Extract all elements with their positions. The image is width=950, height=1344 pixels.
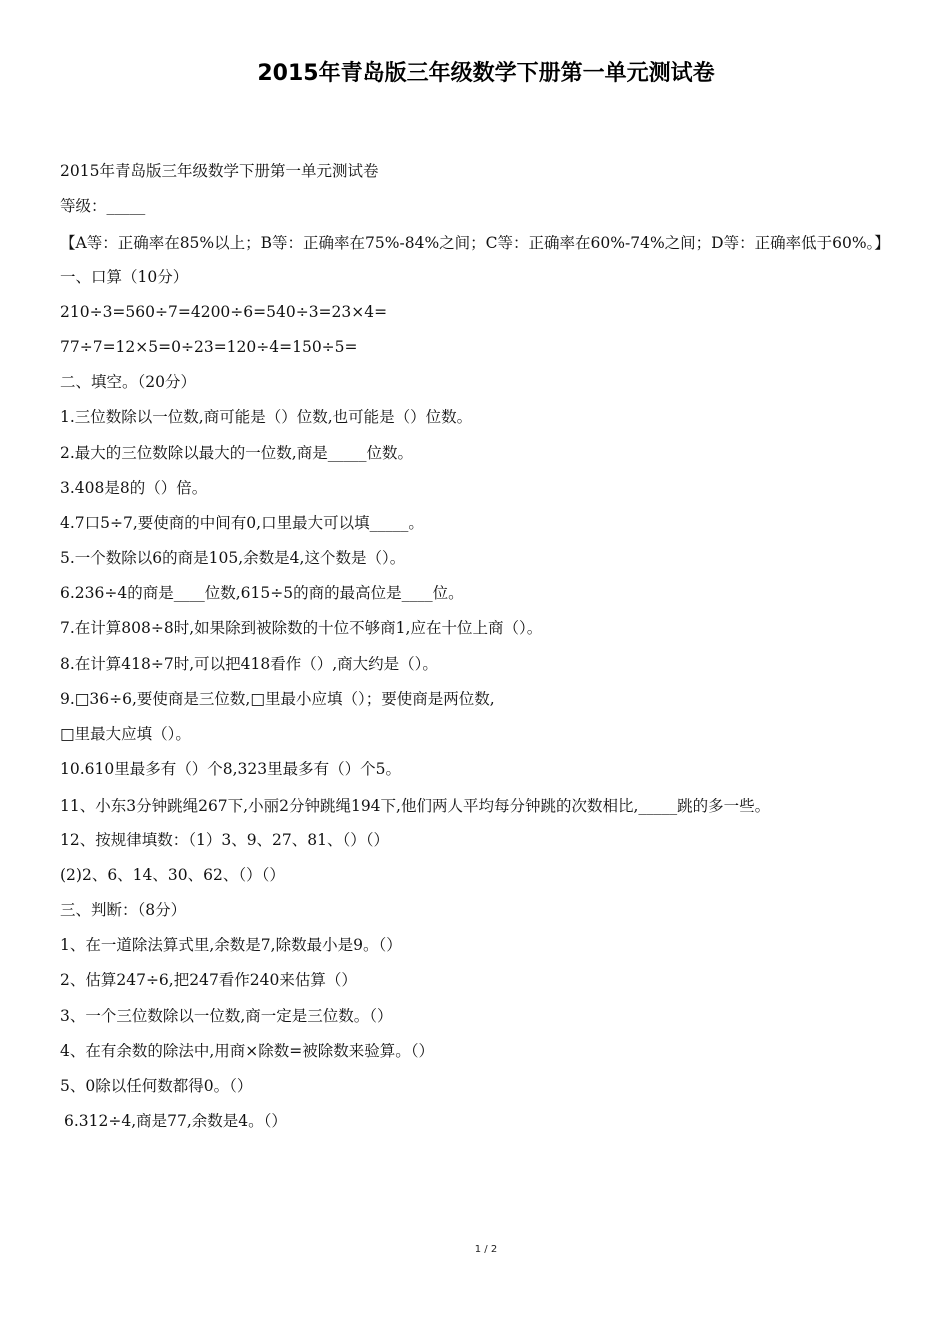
fill-question-6: 6.236÷4的商是____位数,615÷5的商的最高位是____位。 — [60, 584, 464, 603]
document-body — [60, 156, 890, 1141]
fill-question-7: 7.在计算808÷8时,如果除到被除数的十位不够商1,应在十位上商（）。 — [60, 619, 543, 638]
fill-question-1: 1.三位数除以一位数,商可能是（）位数,也可能是（）位数。 — [60, 408, 473, 427]
fill-question-10: 10.610里最多有（）个8,323里最多有（）个5。 — [60, 760, 401, 779]
fill-question-9-cont: □里最大应填（）。 — [60, 725, 191, 744]
grading-criteria: 【A等：正确率在85%以上；B等：正确率在75%-84%之间；C等：正确率在60%-74%之间；D等：正确率低于60%。】 — [60, 234, 890, 253]
judge-question-4: 4、在有余数的除法中,用商×除数=被除数来验算。（） — [60, 1041, 435, 1060]
section-1-heading: 一、口算（10分） — [60, 267, 189, 286]
fill-question-12-part-2: (2)2、6、14、30、62、（）（） — [60, 865, 285, 884]
judge-question-3: 3、一个三位数除以一位数,商一定是三位数。（） — [60, 1006, 393, 1025]
judge-question-6: 6.312÷4,商是77,余数是4。（） — [64, 1112, 287, 1131]
judge-question-2: 2、估算247÷6,把247看作240来估算（） — [60, 971, 357, 990]
grade-line: 等级：_____ — [60, 197, 146, 216]
fill-question-8: 8.在计算418÷7时,可以把418看作（）,商大约是（）。 — [60, 654, 438, 673]
fill-question-9: 9.□36÷6,要使商是三位数,□里最小应填（）；要使商是两位数, — [60, 689, 495, 708]
oral-calc-row-2: 77÷7=12×5=0÷23=120÷4=150÷5= — [60, 337, 358, 356]
section-2-heading: 二、填空。（20分） — [60, 373, 196, 392]
fill-question-5: 5.一个数除以6的商是105,余数是4,这个数是（）。 — [60, 549, 406, 568]
oral-calc-row-1: 210÷3=560÷7=4200÷6=540÷3=23×4= — [60, 302, 388, 321]
fill-question-11: 11、小东3分钟跳绳267下,小丽2分钟跳绳194下,他们两人平均每分钟跳的次数相比,_____跳的多一些。 — [60, 797, 771, 816]
page-number: 1 / 2 — [474, 1244, 498, 1255]
fill-question-4: 4.7口5÷7,要使商的中间有0,口里最大可以填_____。 — [60, 513, 424, 532]
fill-question-12: 12、按规律填数：（1）3、9、27、81、（）（） — [60, 830, 390, 849]
judge-question-1: 1、在一道除法算式里,余数是7,除数最小是9。（） — [60, 936, 402, 955]
fill-question-2: 2.最大的三位数除以最大的一位数,商是_____位数。 — [60, 443, 413, 462]
subtitle-line: 2015年青岛版三年级数学下册第一单元测试卷 — [60, 162, 379, 180]
section-3-heading: 三、判断：（8分） — [60, 900, 187, 919]
judge-question-5: 5、0除以任何数都得0。（） — [60, 1076, 253, 1095]
document-title: 2015年青岛版三年级数学下册第一单元测试卷 — [257, 61, 715, 86]
fill-question-3: 3.408是8的（）倍。 — [60, 478, 208, 497]
